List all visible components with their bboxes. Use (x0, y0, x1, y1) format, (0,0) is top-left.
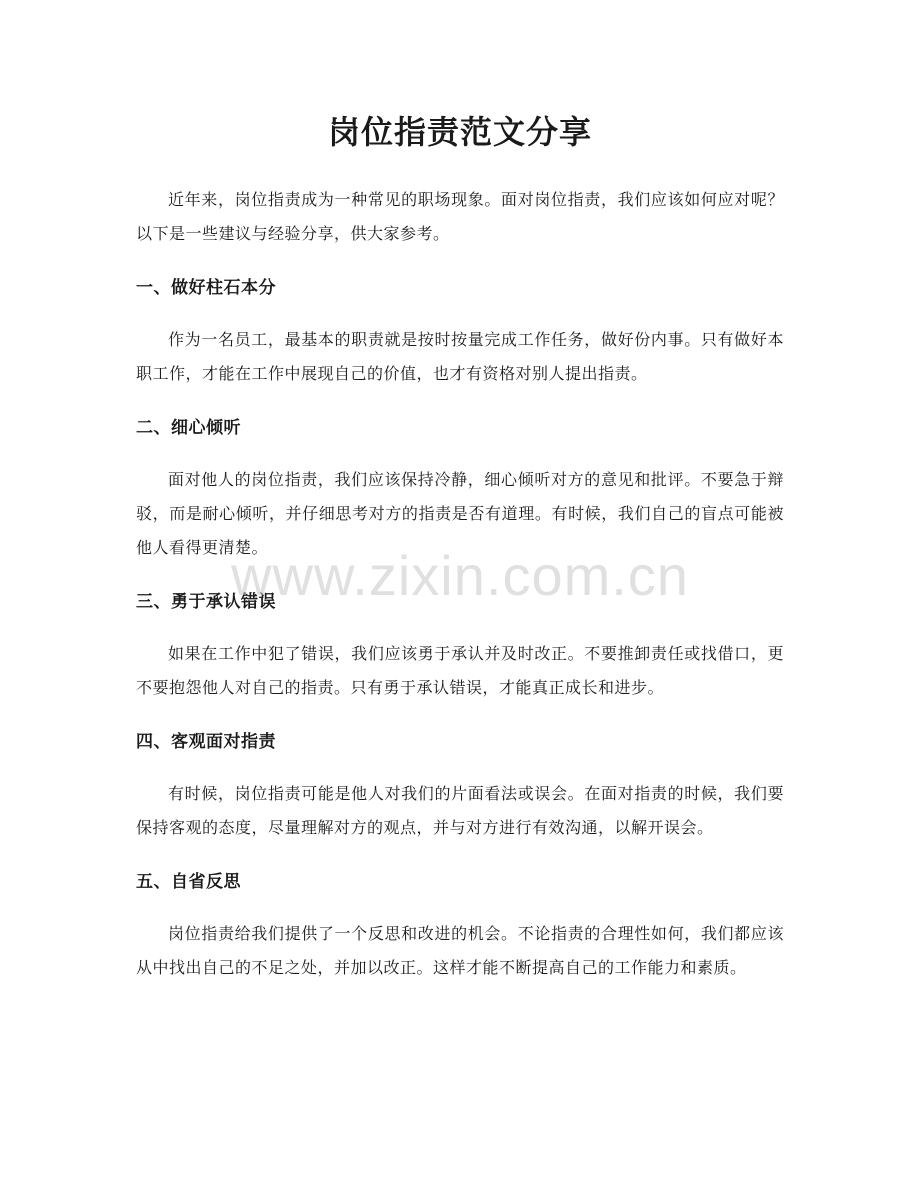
section-heading-4: 四、客观面对指责 (136, 732, 276, 752)
section-body-2: 面对他人的岗位指责，我们应该保持冷静，细心倾听对方的意见和批评。不要急于辩驳，而是耐心倾听，并仔细思考对方的指责是否有道理。有时候，我们自己的盲点可能被他人看得更清楚。 (136, 470, 784, 557)
intro-paragraph: 近年来，岗位指责成为一种常见的职场现象。面对岗位指责，我们应该如何应对呢？以下是一些建议与经验分享，供大家参考。 (136, 190, 784, 243)
section-body-1: 作为一名员工，最基本的职责就是按时按量完成工作任务，做好份内事。只有做好本职工作，才能在工作中展现自己的价值，也才有资格对别人提出指责。 (136, 330, 784, 383)
document-body (136, 183, 784, 1005)
section-heading-2: 二、细心倾听 (136, 418, 241, 438)
section-body-4: 有时候，岗位指责可能是他人对我们的片面看法或误会。在面对指责的时候，我们要保持客观的态度，尽量理解对方的观点，并与对方进行有效沟通，以解开误会。 (136, 784, 784, 837)
section-heading-5: 五、自省反思 (136, 872, 241, 892)
section-body-5: 岗位指责给我们提供了一个反思和改进的机会。不论指责的合理性如何，我们都应该从中找出自己的不足之处，并加以改正。这样才能不断提高自己的工作能力和素质。 (136, 924, 784, 977)
section-heading-1: 一、做好柱石本分 (136, 278, 276, 298)
watermark: www.zixin.com.cn (231, 544, 689, 607)
section-body-3: 如果在工作中犯了错误，我们应该勇于承认并及时改正。不要推卸责任或找借口，更不要抱怨他人对自己的指责。只有勇于承认错误，才能真正成长和进步。 (136, 644, 784, 697)
document-title: 岗位指责范文分享 (327, 113, 592, 151)
section-heading-3: 三、勇于承认错误 (136, 592, 276, 612)
